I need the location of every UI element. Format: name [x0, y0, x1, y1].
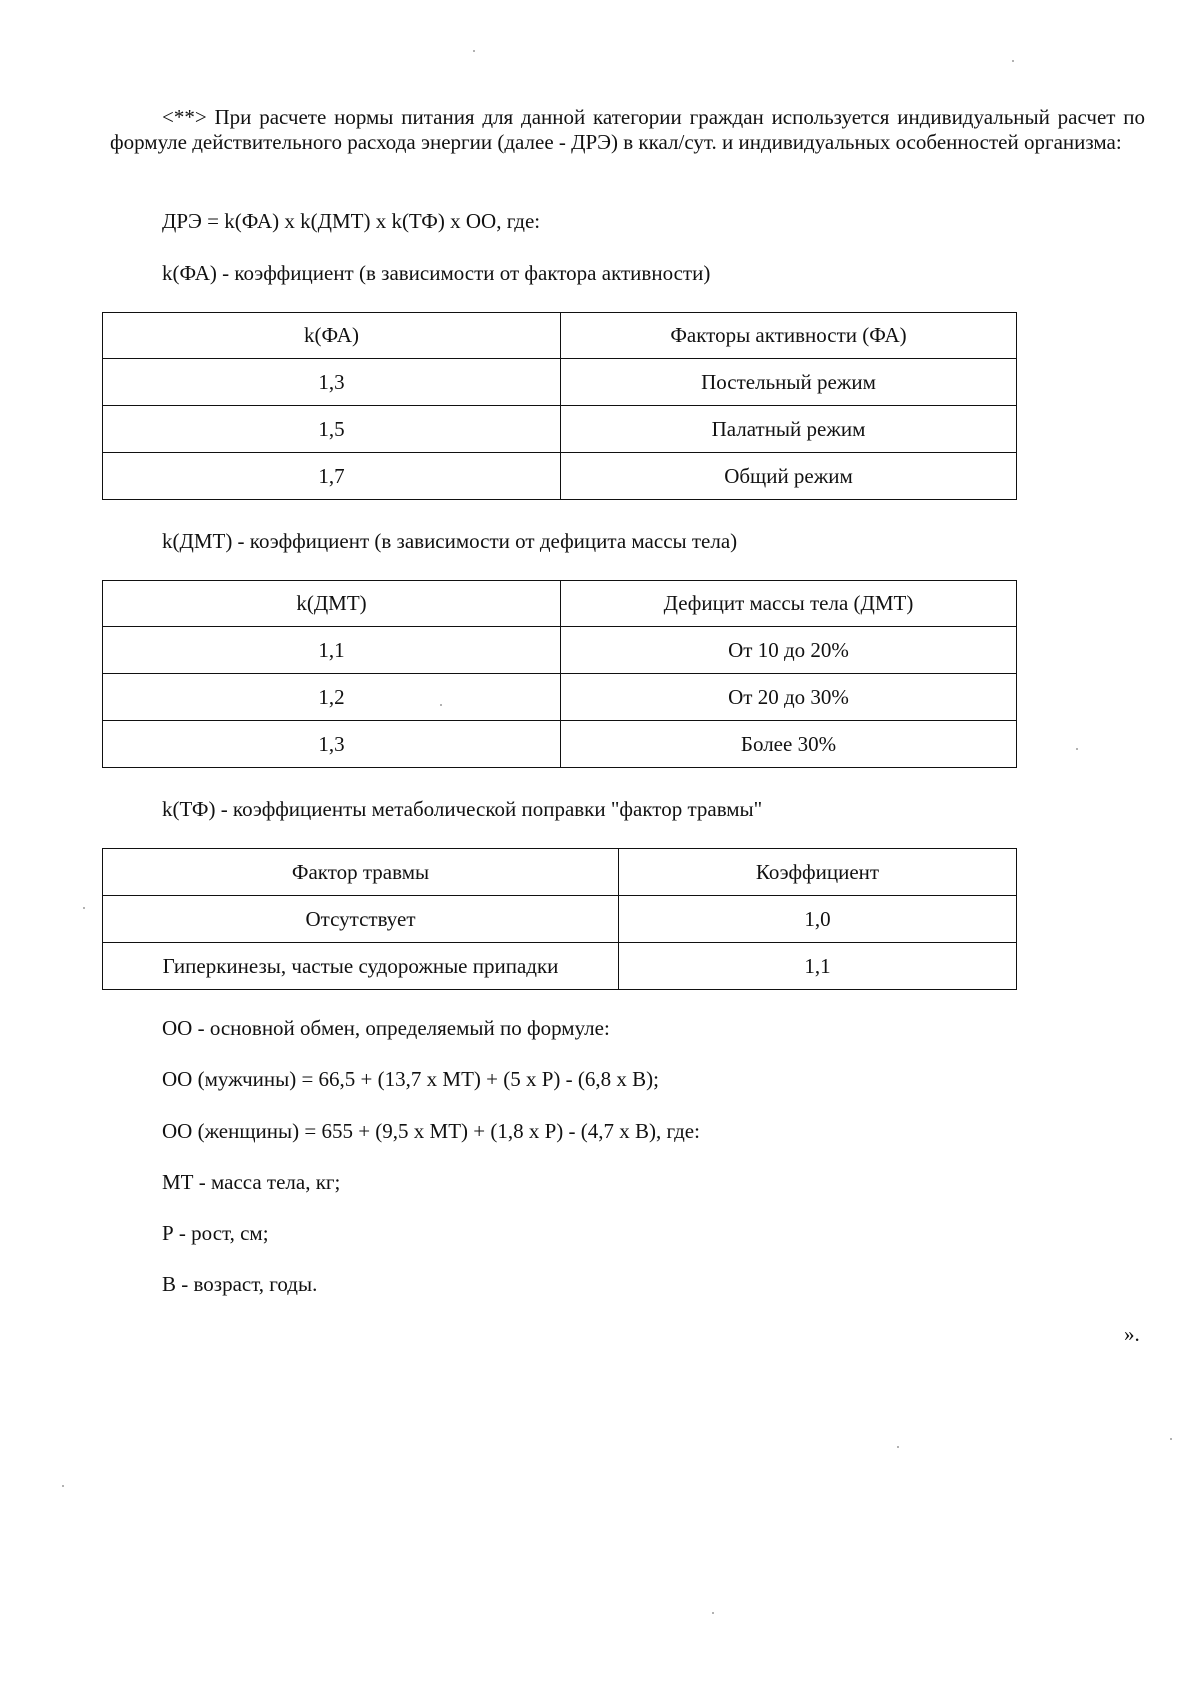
- fa-header-factor: Факторы активности (ФА): [561, 313, 1017, 359]
- dmt-cell-deficit: От 20 до 30%: [561, 674, 1017, 721]
- table-row: [103, 359, 1017, 406]
- table-row: [103, 896, 1017, 943]
- table-row: [103, 674, 1017, 721]
- oo-men-formula: ОО (мужчины) = 66,5 + (13,7 x МТ) + (5 x Р) - (6,8 x В);: [162, 1067, 659, 1091]
- scan-speck: [1170, 1438, 1172, 1440]
- scan-speck: [473, 50, 475, 52]
- table-row: [103, 943, 1017, 990]
- fa-table: [102, 312, 1017, 500]
- fa-cell-k: 1,7: [103, 453, 561, 500]
- fa-header-k: k(ФА): [103, 313, 561, 359]
- oo-definition: ОО - основной обмен, определяемый по формуле:: [162, 1016, 610, 1040]
- fa-cell-k: 1,5: [103, 406, 561, 453]
- scan-speck: [1076, 748, 1078, 750]
- table-row: [103, 406, 1017, 453]
- scan-speck: [897, 1446, 899, 1448]
- intro-text: <**> При расчете нормы питания для данной категории граждан используется индивидуальный расчет по формуле действительного расхода энергии (далее - ДРЭ) в ккал/сут. и индивидуальных особенностей организма:: [110, 105, 1145, 154]
- dmt-cell-deficit: Более 30%: [561, 721, 1017, 768]
- scan-speck: [440, 704, 442, 706]
- fa-cell-factor: Палатный режим: [561, 406, 1017, 453]
- table-row: [103, 627, 1017, 674]
- closing-quote: ».: [1124, 1322, 1140, 1346]
- scan-speck: [1012, 60, 1014, 62]
- tf-cell-factor: Гиперкинезы, частые судорожные припадки: [103, 943, 619, 990]
- formula-dre: ДРЭ = k(ФА) x k(ДМТ) x k(ТФ) x ОО, где:: [162, 209, 541, 233]
- table-row: [103, 721, 1017, 768]
- tf-cell-coefficient: 1,0: [619, 896, 1017, 943]
- tf-caption: k(ТФ) - коэффициенты метаболической поправки "фактор травмы": [162, 797, 763, 821]
- intro-paragraph: [110, 105, 1145, 155]
- dmt-cell-k: 1,2: [103, 674, 561, 721]
- oo-women-formula: ОО (женщины) = 655 + (9,5 x МТ) + (1,8 x Р) - (4,7 x В), где:: [162, 1119, 700, 1143]
- tf-table: [102, 848, 1017, 990]
- dmt-header-row: [103, 581, 1017, 627]
- dmt-caption: k(ДМТ) - коэффициент (в зависимости от дефицита массы тела): [162, 529, 738, 553]
- dmt-cell-k: 1,1: [103, 627, 561, 674]
- table-row: [103, 453, 1017, 500]
- fa-cell-k: 1,3: [103, 359, 561, 406]
- tf-cell-factor: Отсутствует: [103, 896, 619, 943]
- tf-cell-coefficient: 1,1: [619, 943, 1017, 990]
- dmt-cell-deficit: От 10 до 20%: [561, 627, 1017, 674]
- dmt-header-deficit: Дефицит массы тела (ДМТ): [561, 581, 1017, 627]
- def-age: В - возраст, годы.: [162, 1272, 318, 1296]
- scan-speck: [62, 1485, 64, 1487]
- def-height: Р - рост, см;: [162, 1221, 269, 1245]
- fa-caption: k(ФА) - коэффициент (в зависимости от фактора активности): [162, 261, 711, 285]
- dmt-header-k: k(ДМТ): [103, 581, 561, 627]
- fa-cell-factor: Общий режим: [561, 453, 1017, 500]
- scan-speck: [83, 907, 85, 909]
- dmt-table: [102, 580, 1017, 768]
- scan-speck: [712, 1612, 714, 1614]
- tf-header-factor: Фактор травмы: [103, 849, 619, 896]
- fa-cell-factor: Постельный режим: [561, 359, 1017, 406]
- def-body-mass: МТ - масса тела, кг;: [162, 1170, 341, 1194]
- tf-header-coefficient: Коэффициент: [619, 849, 1017, 896]
- tf-header-row: [103, 849, 1017, 896]
- dmt-cell-k: 1,3: [103, 721, 561, 768]
- fa-header-row: [103, 313, 1017, 359]
